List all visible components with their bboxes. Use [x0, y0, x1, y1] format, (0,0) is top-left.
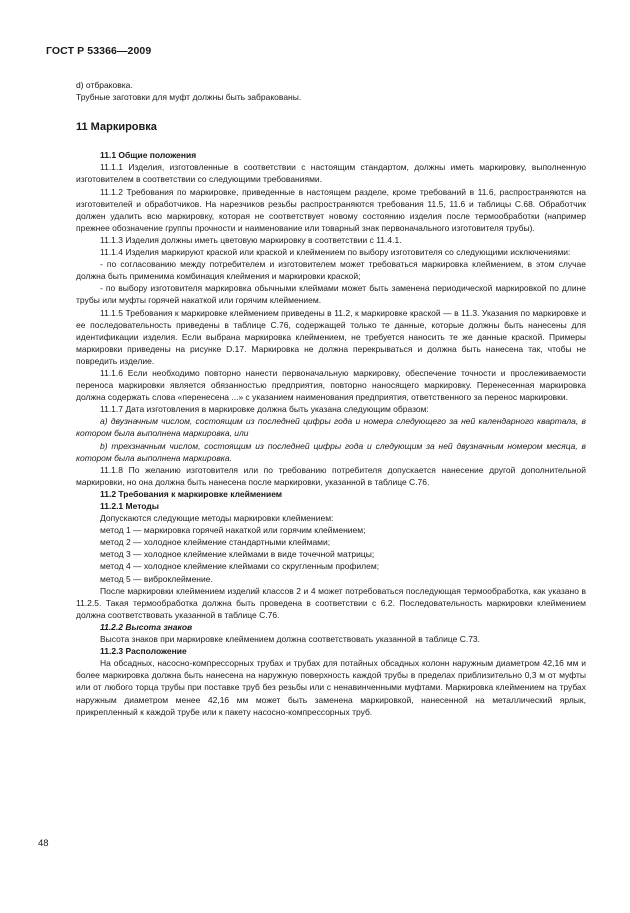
- subsection-heading-11-1: 11.1 Общие положения: [100, 150, 197, 161]
- subsection-heading-11-2-3: 11.2.3 Расположение: [100, 646, 187, 657]
- method-list-item: метод 3 — холодное клеймение клеймами в виде точечной матрицы;: [100, 549, 375, 560]
- paragraph-11-1-8: 11.1.8 По желанию изготовителя или по требованию потребителя допускается нанесение другой дополнительной маркировки, но она должна быть нанесена после маркировки, указанной в таблице С.76.: [76, 464, 586, 487]
- method-list-item: метод 4 — холодное клеймение клеймами со скругленным профилем;: [100, 561, 380, 572]
- paragraph: На обсадных, насосно-компрессорных трубах и трубах для потайных обсадных колонн наружным диаметром 42,16 мм и более маркировка должна быть нанесена на наружную поверхность каждой трубы в пределах приблизительно 0,3 м от муфты или от любого торца трубы при поставке труб без резьбы или с ненавинченными муфтами. Маркировка клеймением на трубах наружным диаметром менее 42,16 мм может быть заменена маркировкой, нанесенной на металлический ярлык, прикрепленный к каждой трубе или к пакету насосно-компрессорных труб.: [76, 658, 586, 717]
- paragraph-11-1-3: 11.1.3 Изделия должны иметь цветовую маркировку в соответствии с 11.4.1.: [100, 234, 402, 245]
- paragraph-dash-item: - по согласованию между потребителем и изготовителем может требоваться маркировка клеймением, в этом случае должна быть применима комбинация клеймения и маркировки краской;: [76, 259, 586, 282]
- page-number: 48: [38, 838, 49, 849]
- paragraph-11-1-5: 11.1.5 Требования к маркировке клеймением приведены в 11.2, к маркировке краской — в 11.3. Указания по маркировке и ее последовательность приведены в таблице С.76, содержащей только те данные, которые должны быть нанесены для идентификации изделия. Если выбрана маркировка клеймением, не требуется наносить те же данные краской. Примеры маркировки приведены на рисунке D.17. Маркировка не должна перекрываться и должна быть нанесена так, чтобы не повредить изделие.: [76, 307, 586, 366]
- paragraph-11-1-4: 11.1.4 Изделия маркируют краской или краской и клеймением по выбору изготовителя со следующими исключениями:: [100, 247, 571, 258]
- method-list-item: метод 2 — холодное клеймение стандартными клеймами;: [100, 537, 331, 548]
- paragraph-11-1-2: 11.1.2 Требования по маркировке, приведенные в настоящем разделе, кроме требований в 11.6, распространяются на изготовителей и обработчиков. На нарезчиков резьбы распространяются требования 11.5, 11.6 и таблицы С.68. Обработчик должен удалить всю маркировку, которая не соответствует новому состоянию изделия после термообработки (например прежнее обозначение группы прочности и наименование или товарный знак первоначального изготовителя трубы).: [76, 186, 586, 233]
- section-heading-11: 11 Маркировка: [76, 121, 157, 134]
- method-list-item: метод 1 — маркировка горячей накаткой или горячим клеймением;: [100, 525, 366, 536]
- paragraph: Допускаются следующие методы маркировки клеймением:: [100, 513, 334, 524]
- paragraph: Высота знаков при маркировке клеймением должна соответствовать указанной в таблице С.73.: [100, 634, 481, 645]
- method-list-item: метод 5 — виброклеймение.: [100, 573, 213, 584]
- standard-header: ГОСТ Р 53366—2009: [46, 45, 152, 57]
- subsection-heading-11-2-1: 11.2.1 Методы: [100, 501, 160, 511]
- paragraph-list-item-b: b) трехзначным числом, состоящим из последней цифры года и следующим за ней двузначным номером месяца, в котором была выполнена маркировка.: [76, 440, 586, 463]
- paragraph: Трубные заготовки для муфт должны быть забракованы.: [76, 92, 302, 103]
- paragraph-dash-item: - по выбору изготовителя маркировка обычными клеймами может быть заменена периодической маркировкой по длине трубы или муфты горячей накаткой или горячим клеймением.: [76, 283, 586, 306]
- paragraph: После маркировки клеймением изделий классов 2 и 4 может потребоваться последующая термообработка, как указано в 11.2.5. Такая термообработка должна быть проведена в соответствии с 6.2. Последовательность маркировки клеймением должна соответствовать указанной в таблице С.76.: [76, 585, 586, 620]
- paragraph-11-1-7: 11.1.7 Дата изготовления в маркировке должна быть указана следующим образом:: [100, 404, 429, 415]
- paragraph-list-item-d: d) отбраковка.: [76, 80, 133, 90]
- document-body: [76, 79, 586, 718]
- paragraph-11-1-1: 11.1.1 Изделия, изготовленные в соответствии с настоящим стандартом, должны иметь маркировку, выполненную изготовителем в соответствии со следующими требованиями.: [76, 162, 586, 185]
- subsection-heading-11-2: 11.2 Требования к маркировке клеймением: [100, 488, 283, 499]
- paragraph-11-1-6: 11.1.6 Если необходимо повторно нанести первоначальную маркировку, обеспечение точности и прослеживаемости переноса маркировки является обязанностью предприятия, повторно наносящего маркировку. Перенесенная маркировка должна содержать слова «перенесена ...» с указанием наименования предприятия, ответственного за перенос маркировки.: [76, 367, 586, 403]
- paragraph-list-item-a: а) двузначным числом, состоящим из последней цифры года и номера следующего за ней календарного квартала, в котором была выполнена маркировка, или: [76, 416, 586, 439]
- subsection-heading-11-2-2: 11.2.2 Высота знаков: [100, 621, 193, 632]
